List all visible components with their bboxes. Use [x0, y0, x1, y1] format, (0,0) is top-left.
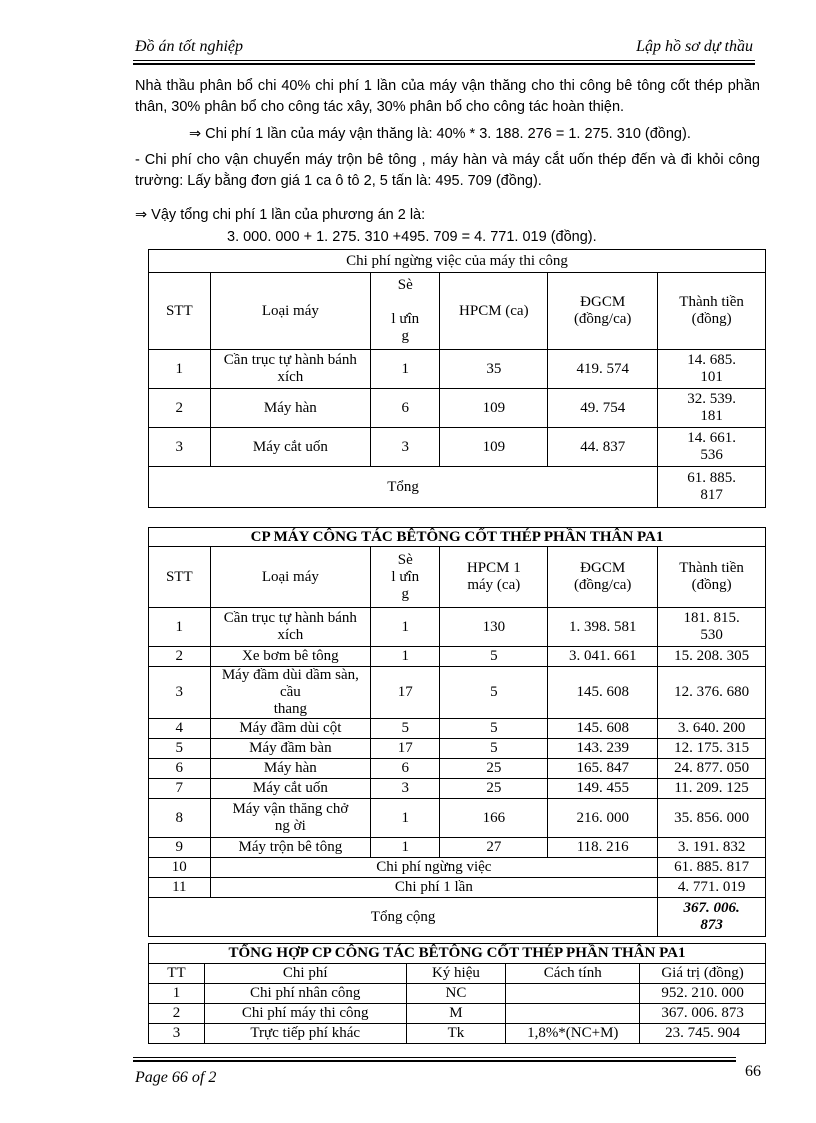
table-cell: 216. 000	[548, 799, 658, 838]
table-cell: 7	[149, 779, 211, 799]
total-value: 367. 006. 873	[658, 898, 766, 937]
row-number: 11	[149, 878, 211, 898]
column-header: Loại máy	[210, 547, 371, 608]
table-row	[149, 838, 766, 858]
table-cell: 25	[440, 759, 548, 779]
table-cell: Tk	[406, 1024, 506, 1044]
column-header: Loại máy	[210, 273, 371, 350]
paragraph-total-formula: 3. 000. 000 + 1. 275. 310 +495. 709 = 4. 771. 019 (đồng).	[227, 229, 597, 245]
table-cell: 3	[371, 779, 440, 799]
table-cell: 143. 239	[548, 739, 658, 759]
machine-cost-table	[148, 527, 766, 937]
page-footer	[133, 1057, 763, 1097]
page-header	[133, 36, 755, 60]
table-cell: 35	[440, 350, 548, 389]
table-cell: 6	[371, 759, 440, 779]
table-cell: M	[406, 1004, 506, 1024]
table-cell: 12. 376. 680	[658, 667, 766, 719]
table-cell: 2	[149, 647, 211, 667]
column-header: Sè l ưîn g	[371, 273, 440, 350]
total-label: Tổng	[149, 467, 658, 508]
table-cell: 6	[149, 759, 211, 779]
table-cell: Máy cắt uốn	[210, 779, 371, 799]
table-row	[149, 984, 766, 1004]
row-value: 61. 885. 817	[658, 858, 766, 878]
table-cell: Máy đầm dùi dầm sàn, cầu thang	[210, 667, 371, 719]
table-cell: 15. 208. 305	[658, 647, 766, 667]
column-header: STT	[149, 547, 211, 608]
table-cell: 23. 745. 904	[640, 1024, 766, 1044]
header-title-right: Lập hồ sơ dự thầu	[636, 38, 753, 55]
table-row	[149, 350, 766, 389]
paragraph-total-intro: ⇒ Vậy tổng chi phí 1 lần của phương án 2 là:	[135, 207, 426, 223]
table-cell: 1	[371, 608, 440, 647]
table-cell: 166	[440, 799, 548, 838]
table-cell: 1,8%*(NC+M)	[506, 1024, 640, 1044]
table-cell: 5	[440, 719, 548, 739]
table-cell	[506, 1004, 640, 1024]
table-cell: 109	[440, 428, 548, 467]
table-cell: 5	[440, 647, 548, 667]
table-row	[149, 647, 766, 667]
column-header: HPCM (ca)	[440, 273, 548, 350]
table-cell: 8	[149, 799, 211, 838]
table-cell: 145. 608	[548, 667, 658, 719]
table-cell: 24. 877. 050	[658, 759, 766, 779]
table-cell: 3. 640. 200	[658, 719, 766, 739]
table-cell: 181. 815. 530	[658, 608, 766, 647]
paragraph-hoist-cost: ⇒ Chi phí 1 lần của máy vận thăng là: 40% * 3. 188. 276 = 1. 275. 310 (đồng).	[189, 126, 691, 142]
table-cell: 419. 574	[548, 350, 658, 389]
column-header: Ký hiệu	[406, 964, 506, 984]
table-caption: TỔNG HỢP CP CÔNG TÁC BÊTÔNG CỐT THÉP PHẦN THÂN PA1	[149, 944, 766, 964]
paragraph-transport-cost: - Chi phí cho vận chuyển máy trộn bê tông , máy hàn và máy cắt uốn thép đến và đi khỏi công trường: Lấy bằng đơn giá 1 ca ô tô 2, 5 tấn là: 495. 709 (đồng).	[135, 152, 760, 189]
table-cell: 3. 041. 661	[548, 647, 658, 667]
footer-rule-thick	[133, 1060, 736, 1062]
table-row	[149, 799, 766, 838]
column-header: TT	[149, 964, 205, 984]
table-cell: 145. 608	[548, 719, 658, 739]
table-row	[149, 389, 766, 428]
table-cell: 32. 539. 181	[658, 389, 766, 428]
table-cell: 3	[149, 428, 211, 467]
table-row	[149, 779, 766, 799]
table-cell: 11. 209. 125	[658, 779, 766, 799]
table-cell: 14. 685. 101	[658, 350, 766, 389]
table-cell: 109	[440, 389, 548, 428]
table-cell: 25	[440, 779, 548, 799]
table-row	[149, 608, 766, 647]
table-row	[149, 1004, 766, 1024]
table-cell: Máy hàn	[210, 759, 371, 779]
column-header: Thành tiền (đồng)	[658, 273, 766, 350]
summary-cost-table	[148, 943, 766, 1044]
table-cell: Máy vận thăng chở ng ời	[210, 799, 371, 838]
table-cell: 27	[440, 838, 548, 858]
table-cell: 1	[371, 838, 440, 858]
column-header: STT	[149, 273, 211, 350]
table-cell: 6	[371, 389, 440, 428]
row-label: Chi phí ngừng việc	[210, 858, 658, 878]
total-value: 61. 885. 817	[658, 467, 766, 508]
table-cell: 17	[371, 739, 440, 759]
table-caption: Chi phí ngừng việc của máy thi công	[149, 250, 766, 273]
table-cell: NC	[406, 984, 506, 1004]
table-row	[149, 719, 766, 739]
table-cell: 1. 398. 581	[548, 608, 658, 647]
table-cell: Máy đầm bàn	[210, 739, 371, 759]
table-cell: 3	[149, 1024, 205, 1044]
table-cell: Chi phí máy thi công	[204, 1004, 406, 1024]
column-header: Sè l ưîn g	[371, 547, 440, 608]
table-cell: Cần trục tự hành bánh xích	[210, 608, 371, 647]
row-number: 10	[149, 858, 211, 878]
table-cell: Máy đầm dùi cột	[210, 719, 371, 739]
row-value: 4. 771. 019	[658, 878, 766, 898]
table-cell: 5	[440, 667, 548, 719]
column-header: Giá trị (đồng)	[640, 964, 766, 984]
table-cell: 49. 754	[548, 389, 658, 428]
table-cell: 3	[371, 428, 440, 467]
table-cell: Chi phí nhân công	[204, 984, 406, 1004]
table-cell: 1	[149, 984, 205, 1004]
table-cell: 1	[149, 608, 211, 647]
page-number: 66	[745, 1063, 761, 1080]
table-row	[149, 739, 766, 759]
table-cell: 118. 216	[548, 838, 658, 858]
table-cell: 1	[371, 647, 440, 667]
table-cell: Máy cắt uốn	[210, 428, 371, 467]
table-cell: 4	[149, 719, 211, 739]
total-label: Tổng cộng	[149, 898, 658, 937]
column-header: ĐGCM (đồng/ca)	[548, 273, 658, 350]
table-caption: CP MÁY CÔNG TÁC BÊTÔNG CỐT THÉP PHẦN THÂN PA1	[149, 528, 766, 547]
column-header: Thành tiền (đồng)	[658, 547, 766, 608]
table-cell: 165. 847	[548, 759, 658, 779]
table-cell: 130	[440, 608, 548, 647]
paragraph-allocation: Nhà thầu phân bổ chi 40% chi phí 1 lần của máy vận thăng cho thi công bê tông cốt thép phần thân, 30% phân bổ cho công tác xây, 30% phân bổ cho công tác hoàn thiện.	[135, 78, 760, 115]
table-cell: Xe bơm bê tông	[210, 647, 371, 667]
table-cell: 1	[149, 350, 211, 389]
table-cell: 17	[371, 667, 440, 719]
table-cell: 952. 210. 000	[640, 984, 766, 1004]
header-rule-thick	[133, 63, 755, 65]
table-cell: Máy trộn bê tông	[210, 838, 371, 858]
column-header: ĐGCM (đồng/ca)	[548, 547, 658, 608]
table-row	[149, 1024, 766, 1044]
table-row	[149, 428, 766, 467]
table-cell	[506, 984, 640, 1004]
page-indicator: Page 66 of 2	[135, 1069, 217, 1086]
table-cell: 3. 191. 832	[658, 838, 766, 858]
table-cell: 367. 006. 873	[640, 1004, 766, 1024]
table-cell: 14. 661. 536	[658, 428, 766, 467]
table-cell: Máy hàn	[210, 389, 371, 428]
row-label: Chi phí 1 lần	[210, 878, 658, 898]
table-cell: 2	[149, 1004, 205, 1024]
column-header: HPCM 1 máy (ca)	[440, 547, 548, 608]
header-rule	[133, 60, 755, 61]
table-cell: 1	[371, 350, 440, 389]
table-cell: Cần trục tự hành bánh xích	[210, 350, 371, 389]
table-cell: 1	[371, 799, 440, 838]
column-header: Chi phí	[204, 964, 406, 984]
table-cell: 12. 175. 315	[658, 739, 766, 759]
table-cell: 3	[149, 667, 211, 719]
table-row	[149, 667, 766, 719]
table-cell: 44. 837	[548, 428, 658, 467]
table-cell: 35. 856. 000	[658, 799, 766, 838]
table-cell: 9	[149, 838, 211, 858]
table-cell: 5	[440, 739, 548, 759]
table-cell: 5	[149, 739, 211, 759]
footer-rule	[133, 1057, 736, 1058]
table-cell: 5	[371, 719, 440, 739]
header-title-left: Đồ án tốt nghiệp	[135, 38, 243, 55]
table-row	[149, 759, 766, 779]
table-cell: 149. 455	[548, 779, 658, 799]
table-cell: Trực tiếp phí khác	[204, 1024, 406, 1044]
column-header: Cách tính	[506, 964, 640, 984]
idle-cost-table	[148, 249, 766, 508]
table-cell: 2	[149, 389, 211, 428]
